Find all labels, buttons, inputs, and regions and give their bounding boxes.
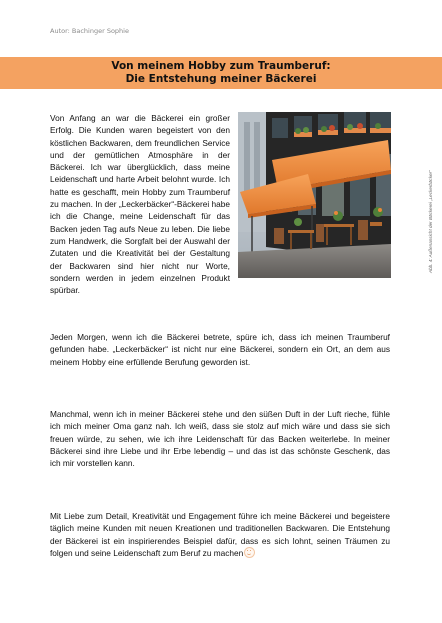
page-title-line-2: Die Entstehung meiner Bäckerei bbox=[125, 72, 317, 85]
image-caption-container bbox=[428, 170, 434, 286]
image-caption: Abb. 4: Außenansicht der Bäckerei „Leckerbäcker“ bbox=[428, 170, 433, 273]
smiley-emoji-icon bbox=[244, 547, 255, 558]
author-line: Autor: Bachinger Sophie bbox=[50, 27, 129, 35]
paragraph-1: Von Anfang an war die Bäckerei ein großer Erfolg. Die Kunden waren begeistert von den köstlichen Backwaren, dem freundlichen Service und der gemütlichen Atmosphäre in der Bäckerei. Ich war überglücklich, dass meine Leidenschaft und harte Arbeit belohnt wurde. Ich hatte es geschafft, mein Hobby zum Traumberuf zu machen. In der „Leckerbäcker“-Bäckerei habe ich die Change, meine Leidenschaft für das Backen jeden Tag aufs Neue zu leben. Die liebe zum Handwerk, die Sorgfalt bei der Auswahl der Zutaten und die Kreativität bei der Gestaltung der Backwaren sind hier nicht nur Worte, sondern werden in jedem einzelnen Produkt spürbar. bbox=[50, 113, 230, 296]
page-title-line-1: Von meinem Hobby zum Traumberuf: bbox=[111, 60, 331, 72]
paragraph-2: Jeden Morgen, wenn ich die Bäckerei betrete, spüre ich, dass ich meinen Traumberuf gefunden habe. „Leckerbäcker“ ist nicht nur eine Bäckerei, sondern ein Ort, an dem aus meinem Hobby eine erfüllende Berufung geworden ist. bbox=[50, 332, 390, 367]
paragraph-3: Manchmal, wenn ich in meiner Bäckerei stehe und den süßen Duft in der Luft rieche, fühle ich mich meiner Oma ganz nah. Ich weiß, dass sie stolz auf mich wäre und dass sie sich freuen würde, zu sehen, wie ich ihre Leidenschaft für das Backen weiterlebe. In meiner Bäckerei sind ihre Liebe und ihr Erbe lebendig – und das ist das schönste Geschenk, das ich mir vorstellen kann. bbox=[50, 409, 390, 469]
paragraph-4-container bbox=[50, 510, 390, 559]
bakery-storefront-image bbox=[238, 112, 391, 278]
paragraph-1-container bbox=[50, 112, 390, 296]
paragraph-4: Mit Liebe zum Detail, Kreativität und Engagement führe ich meine Bäckerei und begeistere täglich meine Kunden mit neuen Kreationen und traditionellen Backwaren. Die Entstehung der Bäckerei ist ein inspirierendes Beispiel dafür, dass es sich lohnt, seinen Träumen zu folgen und seine Leidenschaft zum Beruf zu machen bbox=[50, 511, 390, 558]
title-banner bbox=[0, 57, 442, 89]
